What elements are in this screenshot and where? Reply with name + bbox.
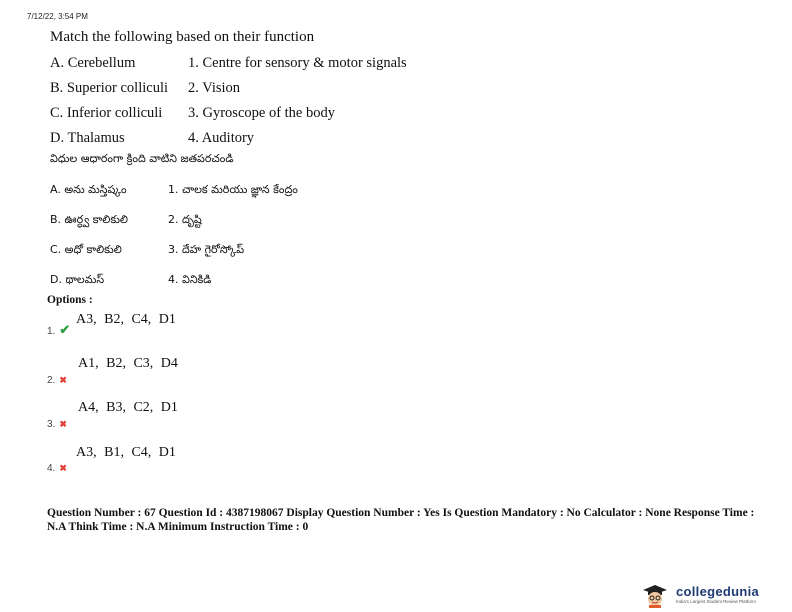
option-4-number: 4. [47, 463, 56, 474]
mascot-icon [640, 582, 670, 608]
match-right-2-telugu: 2. దృష్టి [168, 213, 202, 226]
question-title: Match the following based on their function [50, 29, 315, 45]
logo-name: collegedunia [676, 584, 760, 599]
match-left-b-telugu: B. ఊర్ధ్వ కాలికులి [50, 213, 128, 226]
cross-icon: ✖ [59, 463, 67, 473]
question-metadata: Question Number : 67 Question Id : 4387198067 Display Question Number : Yes Is Question Mandatory : No Calculator : None Response Time : N.A Think Time : N.A Minimum Instruction Time : 0 [47, 507, 755, 533]
match-right-1: 1. Centre for sensory & motor signals [188, 55, 407, 71]
option-2-text: A1, B2, C3, D4 [78, 356, 178, 371]
timestamp: 7/12/22, 3:54 PM [27, 12, 88, 21]
options-label: Options : [47, 294, 93, 306]
option-2-number: 2. [47, 375, 56, 386]
cross-icon: ✖ [59, 375, 67, 385]
match-left-c-telugu: C. అధో కాలికులి [50, 243, 122, 256]
match-right-3: 3. Gyroscope of the body [188, 105, 335, 121]
cross-icon: ✖ [59, 419, 67, 429]
match-right-4-telugu: 4. వినికిడి [168, 273, 212, 286]
match-right-4: 4. Auditory [188, 130, 255, 146]
match-left-b: B. Superior colliculi [50, 80, 168, 96]
question-title-telugu: విధుల ఆధారంగా క్రింది వాటిని జతపరచండి [50, 152, 234, 165]
check-icon: ✔ [59, 322, 71, 337]
option-3-number: 3. [47, 419, 56, 430]
option-1-marker [47, 321, 70, 339]
option-2-marker [47, 370, 67, 388]
match-left-d: D. Thalamus [50, 130, 125, 146]
option-4-marker [47, 458, 67, 476]
match-left-d-telugu: D. థాలమస్ [50, 273, 105, 286]
match-right-1-telugu: 1. చాలక మరియు జ్ఞాన కేంద్రం [168, 183, 298, 196]
logo-tagline: India's Largest Student Review Platform [676, 599, 756, 604]
match-right-2: 2. Vision [188, 80, 241, 96]
option-3-marker [47, 414, 67, 432]
option-1-number: 1. [47, 326, 56, 337]
option-3-text: A4, B3, C2, D1 [78, 400, 178, 415]
option-4-text: A3, B1, C4, D1 [76, 445, 176, 460]
option-1-text: A3, B2, C4, D1 [76, 312, 176, 327]
match-left-c: C. Inferior colliculi [50, 105, 163, 121]
match-left-a-telugu: A. అను మస్తిష్కం [50, 183, 127, 196]
match-right-3-telugu: 3. దేహ గైరోస్కోప్ [168, 243, 245, 256]
match-left-a: A. Cerebellum [50, 55, 136, 71]
